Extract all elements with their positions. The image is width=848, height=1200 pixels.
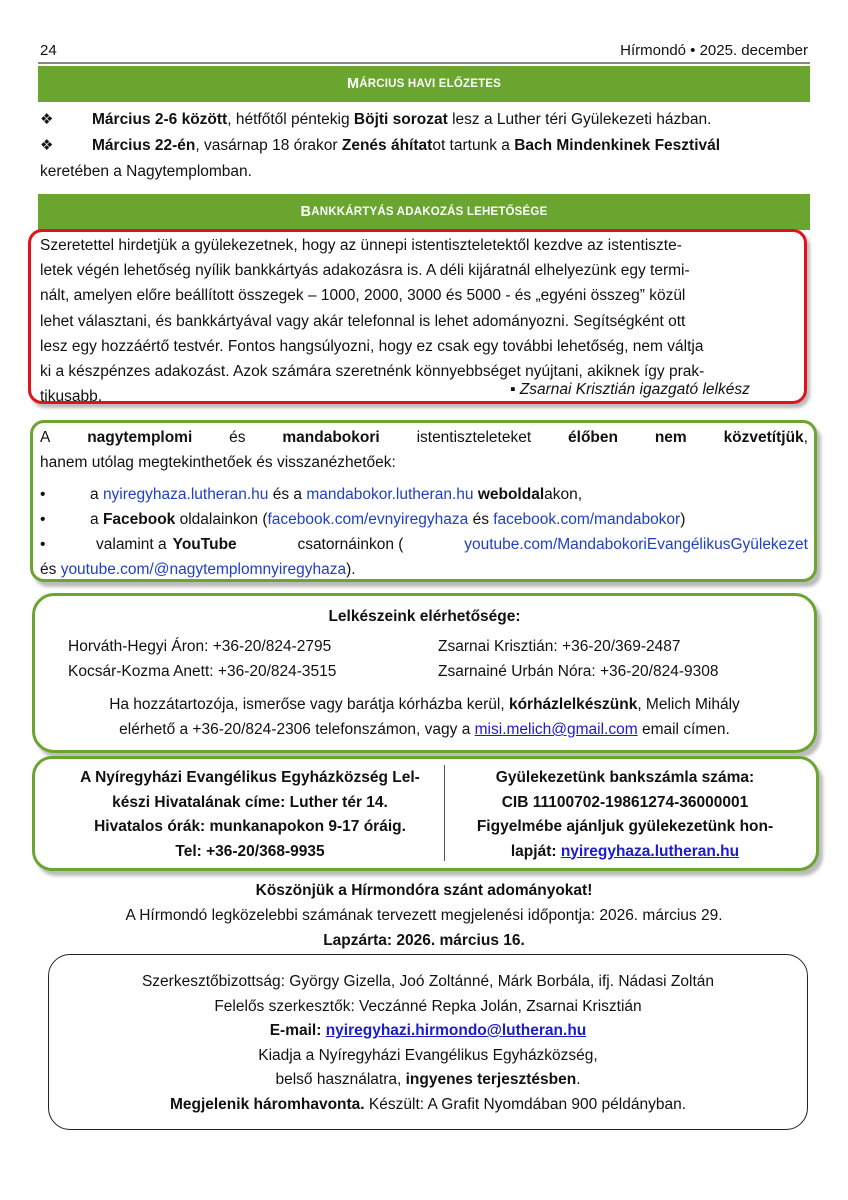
section-heading-card-donation: B ANKKÁRTYÁS ADAKOZÁS LEHETŐSÉGE: [38, 194, 810, 230]
event-item-continuation: keretében a Nagytemplomban.: [40, 163, 252, 180]
section-heading-march: M ÁRCIUS HAVI ELŐZETES: [38, 66, 810, 102]
header-rule: [38, 62, 810, 64]
bullet-icon: •: [40, 486, 46, 503]
column-divider: [444, 765, 445, 861]
closing-notes: [38, 878, 810, 953]
newsletter-email-link[interactable]: nyiregyhazi.hirmondo@lutheran.hu: [325, 1022, 587, 1039]
page-number: 24: [40, 42, 57, 59]
editorial-board: Szerkesztőbizottság: György Gizella, Joó Zoltánné, Márk Borbála, ifj. Nádasi Zoltán: [141, 973, 715, 990]
imprint-text: Szerkesztőbizottság: György Gizella, Joó Zoltánné, Márk Borbála, ifj. Nádasi Zoltán Felelős szerkesztők: Veczánné Repka Jolán, Zsarnai Krisztián E-mail: nyiregyhazi.hirmondo@lutheran.hu Kiadja a Nyíregyházi Evangélikus Egyházközség, belső használatra, ingyenes terjesztésben. Megjelenik háromhavonta. Készült: A Grafit Nyomdában 900 példányban.: [48, 970, 808, 1117]
signature: ▪ Zsarnai Krisztián igazgató lelkész: [510, 381, 750, 398]
streaming-list-item-continuation: és youtube.com/@nagytemplomnyiregyhaza).: [40, 561, 356, 578]
bank-account-info: Gyülekezetünk bankszámla száma: CIB 11100702-19861274-36000001 Figyelmébe ajánljuk gyülekezetünk hon- lapját: nyiregyhaza.lutheran.hu: [476, 769, 774, 860]
streaming-list-item: • a Facebook oldalainkon (facebook.com/evnyiregyhaza és facebook.com/mandabokor): [40, 507, 808, 532]
youtube-link[interactable]: youtube.com/@nagytemplomnyiregyhaza: [60, 561, 347, 578]
office-address: A Nyíregyházi Evangélikus Egyházközség Lel- készi Hivatalának címe: Luther tér 14. Hivatalos órák: munkanapokon 9-17 óráig. Tel: +36-20/368-9935: [80, 769, 420, 860]
pastor-contact: Zsarnai Krisztián: +36-20/369-2487: [438, 638, 681, 655]
deadline-line: Lapzárta: 2026. március 16.: [323, 932, 525, 949]
streaming-intro-2: hanem utólag megtekinthetőek és visszanézhetőek:: [40, 454, 396, 471]
website-link[interactable]: mandabokor.lutheran.hu: [306, 486, 474, 503]
streaming-intro: A nagytemplomi és mandabokori istentiszteleteket élőben nem közvetítjük,: [40, 429, 808, 446]
hospital-chaplain-info: Ha hozzátartozója, ismerőse vagy barátja kórházba kerül, kórházlelkészünk, Melich Mihály elérhető a +36-20/824-2306 telefonszámon, vagy a misi.melich@gmail.com email címen.: [109, 696, 740, 738]
responsible-editors: Felelős szerkesztők: Veczánné Repka Jolán, Zsarnai Krisztián: [214, 997, 642, 1015]
facebook-link[interactable]: facebook.com/evnyiregyhaza: [267, 511, 469, 528]
thanks-line: Köszönjük a Hírmondóra szánt adományokat!: [255, 882, 593, 899]
pastor-contact: Horváth-Hegyi Áron: +36-20/824-2795: [68, 638, 332, 655]
card-donation-text: Szeretettel hirdetjük a gyülekezetnek, hogy az ünnepi istentiszteletektől kezdve az istentiszte- letek végén lehetőség nyílik bankkártyás adakozásra is. A déli kijáratnál elhelyezünk egy termi- nált, amelyen előre beállított összegek – 1000, 2000, 3000 és 5000 - és „egyéni összeg” közül lehet választani, és bankkártyával vagy akár telefonnal is lehet adományozni. Segítségként ott lesz egy hozzáértő testvér. Fontos hangsúlyozni, hogy ez csak egy további lehetőség, nem váltja ki a készpénzes adakozást. Azok számára szeretnénk könnyebbséget nyújtani, akiknek így prak- tikusabb.: [40, 237, 705, 406]
running-title: Hírmondó • 2025. december: [620, 42, 808, 59]
homepage-link[interactable]: nyiregyhaza.lutheran.hu: [560, 842, 740, 860]
publisher: Kiadja a Nyíregyházi Evangélikus Egyházközség,: [258, 1046, 598, 1064]
streaming-list-item: • a nyiregyhaza.lutheran.hu és a mandabokor.lutheran.hu weboldalakon,: [40, 482, 808, 507]
diamond-bullet-icon: ❖: [40, 111, 54, 128]
contacts-title: Lelkészeink elérhetősége:: [328, 608, 521, 625]
facebook-link[interactable]: facebook.com/mandabokor: [493, 511, 681, 528]
chaplain-email-link[interactable]: misi.melich@gmail.com: [474, 721, 638, 738]
youtube-link[interactable]: youtube.com/MandabokoriEvangélikusGyülekezet: [464, 536, 808, 553]
website-link[interactable]: nyiregyhaza.lutheran.hu: [102, 486, 269, 503]
pastor-list-left: [68, 634, 336, 684]
event-item: ❖ Március 22-én, vasárnap 18 órakor Zenés áhítatot tartunk a Bach Mindenkinek Fesztivál: [40, 133, 810, 158]
streaming-list-item: • valamint a YouTube csatornáinkon ( youtube.com/MandabokoriEvangélikusGyülekezet: [40, 532, 808, 557]
bullet-icon: •: [40, 511, 46, 528]
bullet-icon: •: [40, 536, 46, 553]
pastor-contact: Kocsár-Kozma Anett: +36-20/824-3515: [68, 663, 337, 680]
diamond-bullet-icon: ❖: [40, 137, 54, 154]
event-item: ❖ Március 2-6 között, hétfőtől péntekig Böjti sorozat lesz a Luther téri Gyülekezeti házban.: [40, 107, 810, 132]
next-issue-line: A Hírmondó legközelebbi számának tervezett megjelenési időpontja: 2026. március 29.: [125, 907, 723, 924]
pastor-contact: Zsarnainé Urbán Nóra: +36-20/824-9308: [438, 663, 719, 680]
pastor-list-right: [438, 634, 718, 684]
